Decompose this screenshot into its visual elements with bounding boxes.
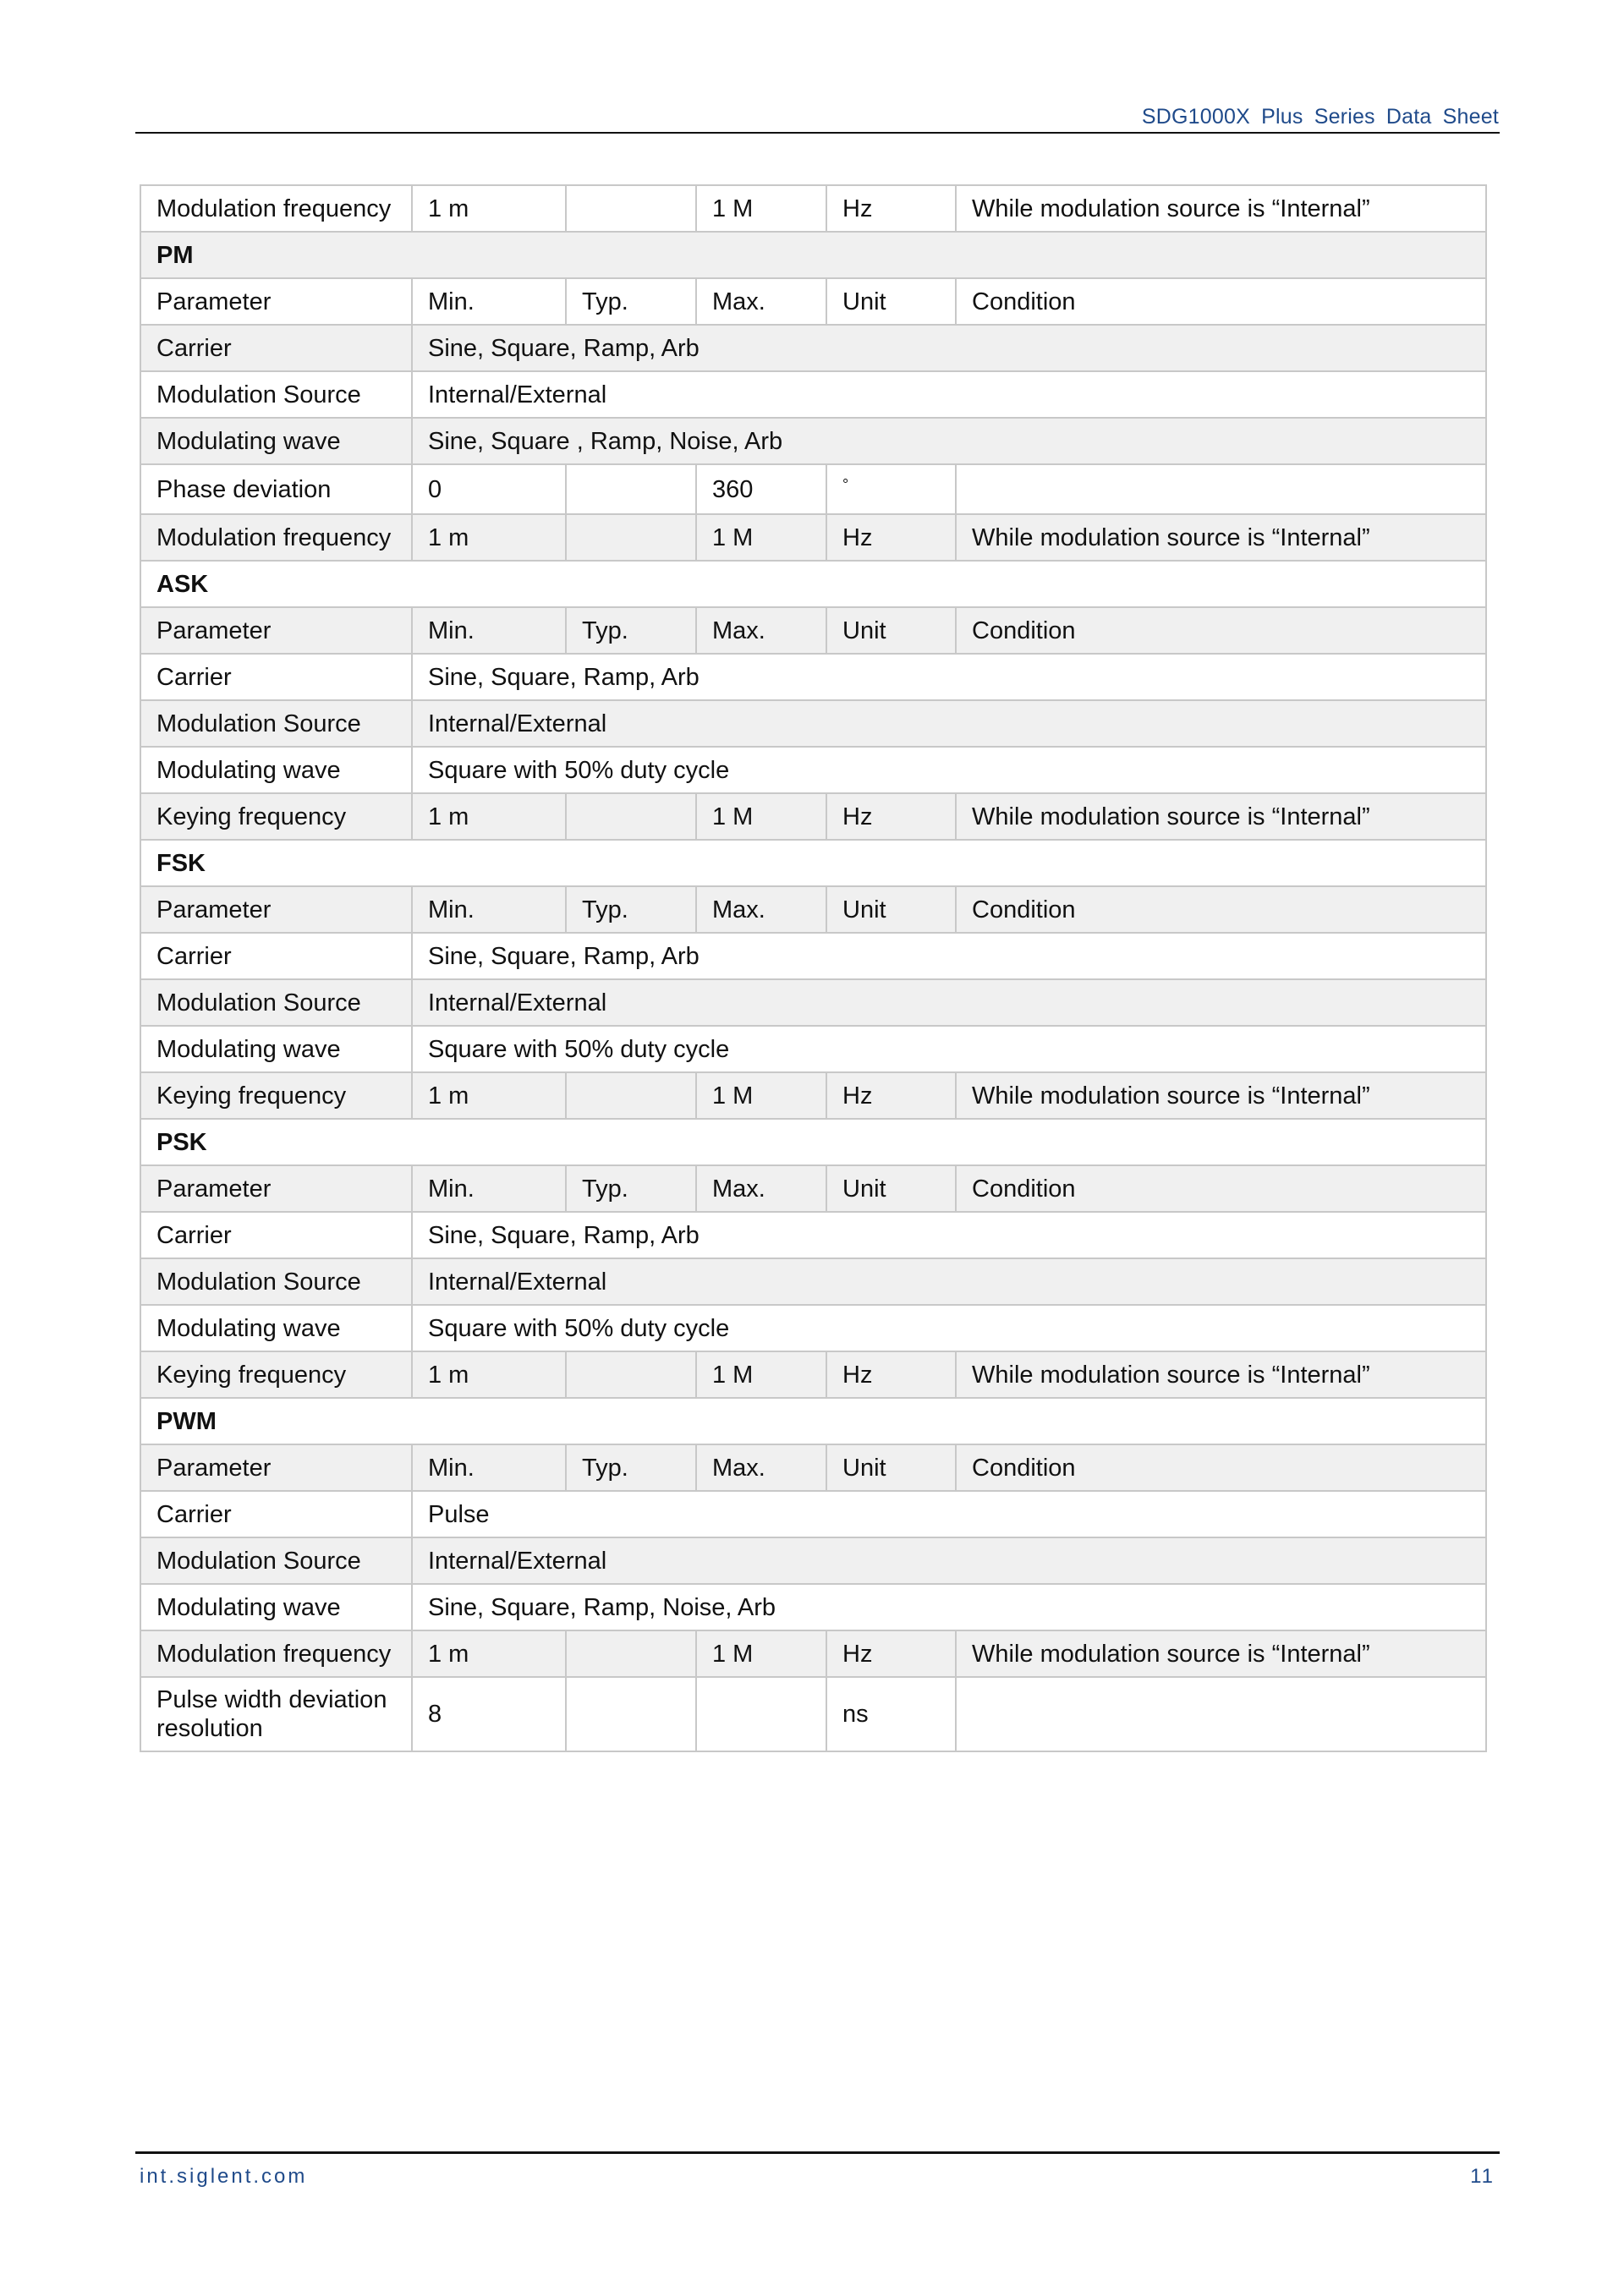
min-value: 1 m <box>412 1072 566 1119</box>
param-label: Keying frequency <box>140 1072 412 1119</box>
param-value: Square with 50% duty cycle <box>412 747 1486 793</box>
min-value: 0 <box>412 464 566 514</box>
condition-value: While modulation source is “Internal” <box>956 1351 1486 1398</box>
condition-value: While modulation source is “Internal” <box>956 514 1486 561</box>
param-label: Carrier <box>140 325 412 371</box>
param-label: Modulation Source <box>140 1258 412 1305</box>
param-label: Keying frequency <box>140 793 412 840</box>
max-value: 1 M <box>696 793 826 840</box>
param-label: Modulating wave <box>140 747 412 793</box>
table-row <box>140 1212 1486 1258</box>
column-header-unit: Unit <box>826 1444 956 1491</box>
param-value: Internal/External <box>412 979 1486 1026</box>
table-row <box>140 1584 1486 1630</box>
table-row <box>140 1630 1486 1677</box>
param-value: Pulse <box>412 1491 1486 1537</box>
column-header-parameter: Parameter <box>140 278 412 325</box>
column-header-condition: Condition <box>956 1444 1486 1491</box>
param-label: Pulse width deviation resolution <box>140 1677 412 1751</box>
column-header-row <box>140 886 1486 933</box>
param-value: Sine, Square, Ramp, Arb <box>412 1212 1486 1258</box>
max-value: 1 M <box>696 1630 826 1677</box>
column-header-parameter: Parameter <box>140 1444 412 1491</box>
param-label: Modulation Source <box>140 1537 412 1584</box>
column-header-unit: Unit <box>826 278 956 325</box>
table-row <box>140 185 1486 232</box>
param-label: Modulating wave <box>140 1026 412 1072</box>
param-label: Modulation frequency <box>140 185 412 232</box>
table-row <box>140 464 1486 514</box>
condition-value: While modulation source is “Internal” <box>956 793 1486 840</box>
table-row <box>140 654 1486 700</box>
column-header-condition: Condition <box>956 886 1486 933</box>
section-title: PM <box>140 232 1486 278</box>
table-row <box>140 979 1486 1026</box>
param-label: Modulating wave <box>140 418 412 464</box>
column-header-typ: Typ. <box>566 1165 696 1212</box>
column-header-max: Max. <box>696 278 826 325</box>
param-value: Sine, Square, Ramp, Arb <box>412 325 1486 371</box>
column-header-row <box>140 1165 1486 1212</box>
table-row <box>140 418 1486 464</box>
table-row <box>140 1305 1486 1351</box>
condition-value <box>956 1677 1486 1751</box>
degree-unit: ° <box>842 475 849 493</box>
section-title: PWM <box>140 1398 1486 1444</box>
footer-website-link[interactable]: int.siglent.com <box>140 2165 308 2188</box>
column-header-max: Max. <box>696 607 826 654</box>
unit-value: ns <box>826 1677 956 1751</box>
column-header-row <box>140 607 1486 654</box>
section-row-pm <box>140 232 1486 278</box>
param-label: Carrier <box>140 654 412 700</box>
typ-value <box>566 1677 696 1751</box>
section-row-pwm <box>140 1398 1486 1444</box>
section-title: FSK <box>140 840 1486 886</box>
unit-value: Hz <box>826 1351 956 1398</box>
column-header-condition: Condition <box>956 278 1486 325</box>
min-value: 1 m <box>412 1351 566 1398</box>
unit-value: Hz <box>826 514 956 561</box>
condition-value <box>956 464 1486 514</box>
section-title: ASK <box>140 561 1486 607</box>
table-row <box>140 514 1486 561</box>
min-value: 1 m <box>412 1630 566 1677</box>
condition-value: While modulation source is “Internal” <box>956 185 1486 232</box>
column-header-row <box>140 1444 1486 1491</box>
typ-value <box>566 793 696 840</box>
param-label: Modulation Source <box>140 371 412 418</box>
column-header-unit: Unit <box>826 1165 956 1212</box>
param-label: Modulation Source <box>140 700 412 747</box>
param-label: Carrier <box>140 1491 412 1537</box>
max-value: 1 M <box>696 185 826 232</box>
min-value: 1 m <box>412 793 566 840</box>
param-value: Sine, Square, Ramp, Arb <box>412 933 1486 979</box>
param-label: Modulation Source <box>140 979 412 1026</box>
unit-value <box>826 464 956 514</box>
column-header-typ: Typ. <box>566 278 696 325</box>
param-value: Sine, Square, Ramp, Arb <box>412 654 1486 700</box>
param-value: Sine, Square, Ramp, Noise, Arb <box>412 1584 1486 1630</box>
table-row <box>140 700 1486 747</box>
table-row <box>140 1072 1486 1119</box>
column-header-max: Max. <box>696 886 826 933</box>
param-label: Modulation frequency <box>140 514 412 561</box>
unit-value: Hz <box>826 1630 956 1677</box>
document-header-title: SDG1000X Plus Series Data Sheet <box>1141 105 1499 129</box>
column-header-max: Max. <box>696 1165 826 1212</box>
typ-value <box>566 514 696 561</box>
column-header-typ: Typ. <box>566 1444 696 1491</box>
column-header-parameter: Parameter <box>140 886 412 933</box>
column-header-typ: Typ. <box>566 607 696 654</box>
column-header-unit: Unit <box>826 607 956 654</box>
column-header-min: Min. <box>412 886 566 933</box>
param-value: Internal/External <box>412 700 1486 747</box>
max-value <box>696 1677 826 1751</box>
max-value: 1 M <box>696 1072 826 1119</box>
max-value: 360 <box>696 464 826 514</box>
column-header-parameter: Parameter <box>140 1165 412 1212</box>
param-value: Internal/External <box>412 371 1486 418</box>
section-row-ask <box>140 561 1486 607</box>
max-value: 1 M <box>696 1351 826 1398</box>
column-header-min: Min. <box>412 607 566 654</box>
column-header-unit: Unit <box>826 886 956 933</box>
footer-divider <box>135 2151 1500 2154</box>
column-header-condition: Condition <box>956 607 1486 654</box>
param-label: Modulating wave <box>140 1584 412 1630</box>
param-value: Sine, Square , Ramp, Noise, Arb <box>412 418 1486 464</box>
column-header-min: Min. <box>412 278 566 325</box>
min-value: 1 m <box>412 514 566 561</box>
page-number: 11 <box>1470 2165 1495 2188</box>
table-row <box>140 371 1486 418</box>
section-row-fsk <box>140 840 1486 886</box>
column-header-parameter: Parameter <box>140 607 412 654</box>
condition-value: While modulation source is “Internal” <box>956 1630 1486 1677</box>
section-title: PSK <box>140 1119 1486 1165</box>
table-row <box>140 747 1486 793</box>
typ-value <box>566 1072 696 1119</box>
max-value: 1 M <box>696 514 826 561</box>
column-header-min: Min. <box>412 1165 566 1212</box>
column-header-max: Max. <box>696 1444 826 1491</box>
param-value: Square with 50% duty cycle <box>412 1026 1486 1072</box>
unit-value: Hz <box>826 793 956 840</box>
param-value: Internal/External <box>412 1258 1486 1305</box>
modulation-spec-table <box>140 184 1487 1752</box>
typ-value <box>566 185 696 232</box>
table-row <box>140 1491 1486 1537</box>
min-value: 8 <box>412 1677 566 1751</box>
table-row <box>140 1258 1486 1305</box>
param-value: Internal/External <box>412 1537 1486 1584</box>
table-row <box>140 933 1486 979</box>
table-row <box>140 1677 1486 1751</box>
unit-value: Hz <box>826 1072 956 1119</box>
param-value: Square with 50% duty cycle <box>412 1305 1486 1351</box>
section-row-psk <box>140 1119 1486 1165</box>
param-label: Phase deviation <box>140 464 412 514</box>
min-value: 1 m <box>412 185 566 232</box>
typ-value <box>566 1351 696 1398</box>
condition-value: While modulation source is “Internal” <box>956 1072 1486 1119</box>
param-label: Modulation frequency <box>140 1630 412 1677</box>
header-divider <box>135 132 1500 134</box>
table-row <box>140 793 1486 840</box>
param-label: Carrier <box>140 933 412 979</box>
column-header-typ: Typ. <box>566 886 696 933</box>
table-row <box>140 1351 1486 1398</box>
table-row <box>140 325 1486 371</box>
param-label: Keying frequency <box>140 1351 412 1398</box>
typ-value <box>566 464 696 514</box>
param-label: Carrier <box>140 1212 412 1258</box>
column-header-min: Min. <box>412 1444 566 1491</box>
column-header-condition: Condition <box>956 1165 1486 1212</box>
table-row <box>140 1026 1486 1072</box>
unit-value: Hz <box>826 185 956 232</box>
typ-value <box>566 1630 696 1677</box>
param-label: Modulating wave <box>140 1305 412 1351</box>
column-header-row <box>140 278 1486 325</box>
table-row <box>140 1537 1486 1584</box>
